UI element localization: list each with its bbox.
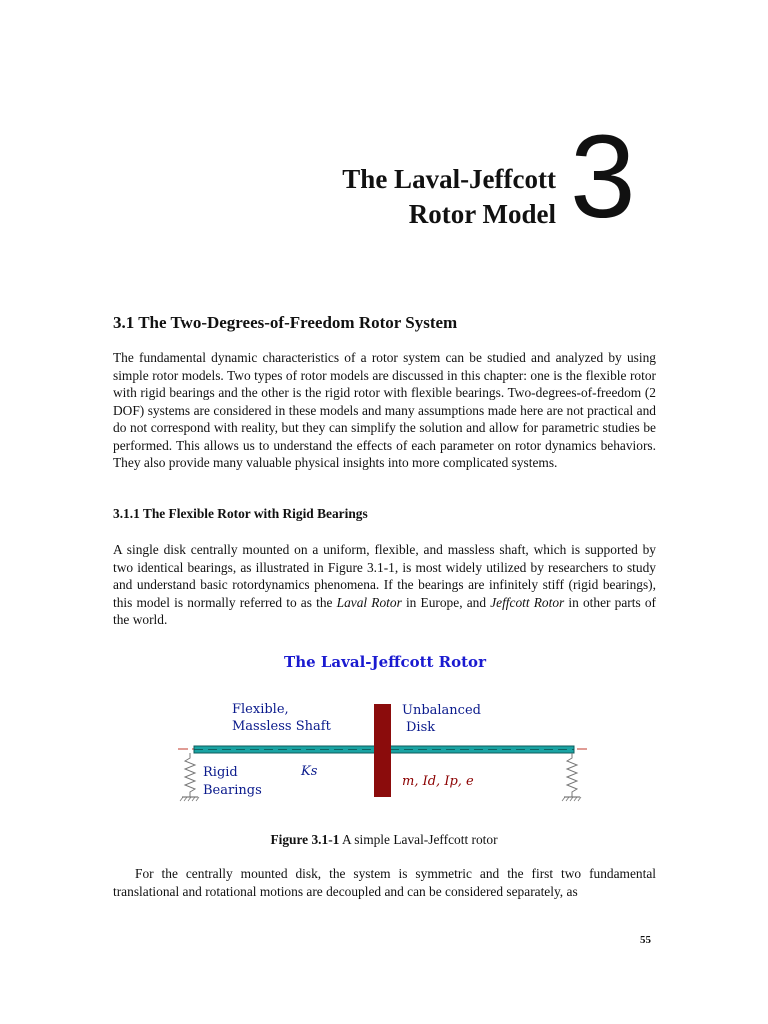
label-bearings-line-2: Bearings — [203, 783, 262, 798]
label-shaft-line-2: Massless Shaft — [232, 719, 331, 734]
left-bearing-spring — [180, 753, 199, 801]
caption-text: A simple Laval-Jeffcott rotor — [339, 832, 498, 847]
rotor-diagram — [170, 645, 600, 825]
jeffcott-rotor-term: Jeffcott Rotor — [490, 594, 565, 610]
label-disk-line-2: Disk — [406, 720, 436, 735]
closing-paragraph: For the centrally mounted disk, the system is symmetric and the first two fundamental translational and rotational motions are decoupled and can be considered separately, as — [113, 866, 656, 899]
chapter-number: 3 — [570, 111, 636, 243]
label-shaft-line-1: Flexible, — [232, 702, 289, 717]
chapter-title-line-2: Rotor Model — [408, 199, 556, 229]
page-number: 55 — [640, 934, 651, 946]
figure-caption — [0, 832, 768, 848]
subsection-heading: 3.1.1 The Flexible Rotor with Rigid Bearings — [113, 506, 368, 521]
laval-rotor-term: Laval Rotor — [336, 594, 402, 610]
label-stiffness: Ks — [301, 764, 318, 779]
paragraph-text: A single disk centrally mounted on a uniform, flexible, and massless shaft, which is supported by two identical bearings, as illustrated in Figure 3.1-1, is most widely utilized by researchers to study and understand basic rotordynamics phenomena. If the bearings are infinitely stiff (rigid bearings), this model is normally referred to as the — [113, 542, 656, 610]
label-disk-line-1: Unbalanced — [402, 703, 481, 718]
section-paragraph: The fundamental dynamic characteristics of a rotor system can be studied and analyzed by using simple rotor models. Two types of rotor models are discussed in this chapter: one is the flexible rotor with rigid bearings and the other is the rigid rotor with flexible bearings. Two-degrees-of-freedom (2 DOF) systems are considered in these models and many assumptions made here are not practical and do not correspond with reality, but they can simplify the solution and allow for parametric studies be performed. This allows us to understand the effects of each parameter on rotor dynamics behaviors. They also provide many valuable physical insights into more complicated systems. — [113, 350, 656, 470]
label-bearings-line-1: Rigid — [203, 765, 238, 780]
rotor-figure — [170, 645, 600, 825]
paragraph-text: in Europe, and — [401, 594, 491, 610]
subsection-paragraph — [113, 541, 656, 629]
section-heading: 3.1 The Two-Degrees-of-Freedom Rotor System — [113, 313, 458, 332]
paragraph-text: in other parts of the world. — [113, 594, 656, 627]
label-disk-params: m, Id, Ip, e — [402, 774, 474, 789]
chapter-title-line-1: The Laval-Jeffcott — [342, 164, 556, 194]
disk — [374, 704, 391, 797]
chapter-title — [342, 162, 556, 232]
figure-title: The Laval-Jeffcott Rotor — [284, 653, 486, 671]
caption-label: Figure 3.1-1 — [270, 832, 340, 847]
right-bearing-spring — [562, 753, 581, 801]
